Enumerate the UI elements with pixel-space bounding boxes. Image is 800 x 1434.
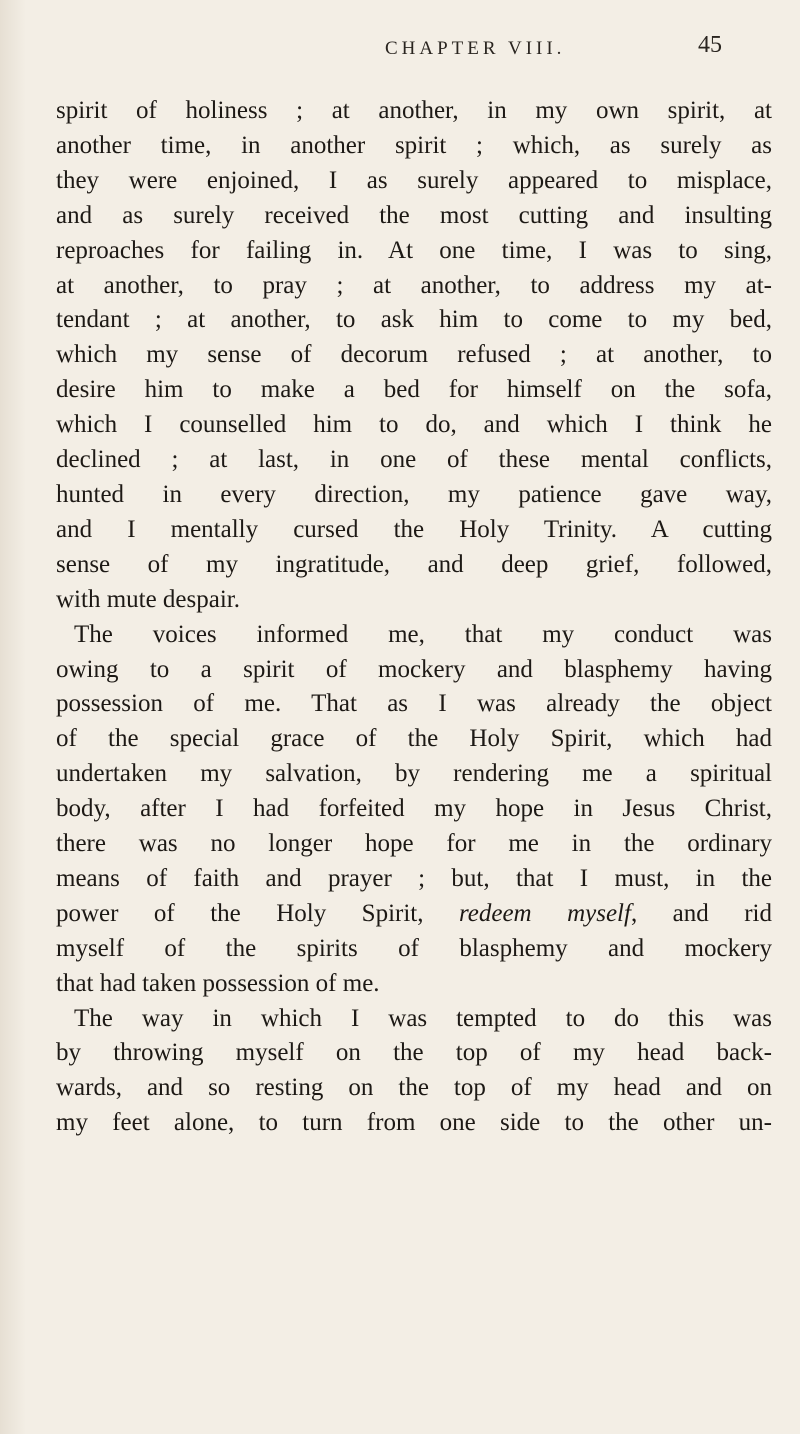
text-line: there was no longer hope for me in the ordinary bbox=[56, 830, 772, 858]
text-line: undertaken my salvation, by rendering me a spiritual bbox=[56, 760, 772, 788]
text-line: with mute despair. bbox=[56, 585, 240, 613]
text-line: possession of me. That as I was already the object bbox=[56, 690, 772, 718]
text-line: myself of the spirits of blasphemy and mockery bbox=[56, 934, 772, 962]
text-line: hunted in every direction, my patience gave way, bbox=[56, 480, 772, 508]
text-line: owing to a spirit of mockery and blasphemy having bbox=[56, 655, 772, 683]
text-line: The voices informed me, that my conduct was bbox=[74, 620, 772, 648]
italic-phrase: redeem myself bbox=[458, 899, 631, 927]
text-line: desire him to make a bed for himself on the sofa, bbox=[56, 376, 772, 404]
text-line: spirit of holiness ; at another, in my own spirit, at bbox=[56, 97, 772, 124]
text-line: my feet alone, to turn from one side to the other un- bbox=[56, 1109, 772, 1137]
text-segment: power of the Holy Spirit, bbox=[56, 899, 459, 927]
text-line: wards, and so resting on the top of my head and on bbox=[56, 1074, 772, 1102]
text-line: tendant ; at another, to ask him to come to my bed, bbox=[56, 306, 772, 334]
text-line: body, after I had forfeited my hope in Jesus Christ, bbox=[56, 795, 772, 823]
text-line: at another, to pray ; at another, to address my at- bbox=[56, 271, 772, 299]
text-line: The way in which I was tempted to do this was bbox=[74, 1004, 772, 1032]
text-segment: , and rid bbox=[630, 899, 772, 927]
text-line: and as surely received the most cutting and insulting bbox=[56, 201, 772, 229]
text-line: of the special grace of the Holy Spirit, which had bbox=[56, 725, 772, 753]
running-head: CHAPTER VIII. bbox=[385, 38, 566, 59]
page-header bbox=[0, 30, 800, 70]
text-line: which my sense of decorum refused ; at another, to bbox=[56, 341, 772, 369]
body-text bbox=[56, 94, 772, 1141]
text-line: means of faith and prayer ; but, that I must, in the bbox=[56, 864, 772, 892]
text-line: sense of my ingratitude, and deep grief, followed, bbox=[56, 550, 772, 578]
text-line-italic bbox=[56, 897, 772, 932]
text-line: that had taken possession of me. bbox=[56, 969, 380, 997]
text-line: another time, in another spirit ; which, as surely as bbox=[56, 131, 772, 159]
text-line: by throwing myself on the top of my head back- bbox=[56, 1039, 772, 1067]
page-number: 45 bbox=[698, 32, 722, 58]
text-line: they were enjoined, I as surely appeared to misplace, bbox=[56, 166, 772, 194]
text-line: which I counselled him to do, and which I think he bbox=[56, 411, 772, 439]
page-gutter-shadow bbox=[0, 0, 26, 1434]
text-line: reproaches for failing in. At one time, I was to sing, bbox=[56, 236, 772, 264]
text-line: declined ; at last, in one of these mental conflicts, bbox=[56, 446, 772, 474]
text-line: and I mentally cursed the Holy Trinity. A cutting bbox=[56, 515, 772, 543]
